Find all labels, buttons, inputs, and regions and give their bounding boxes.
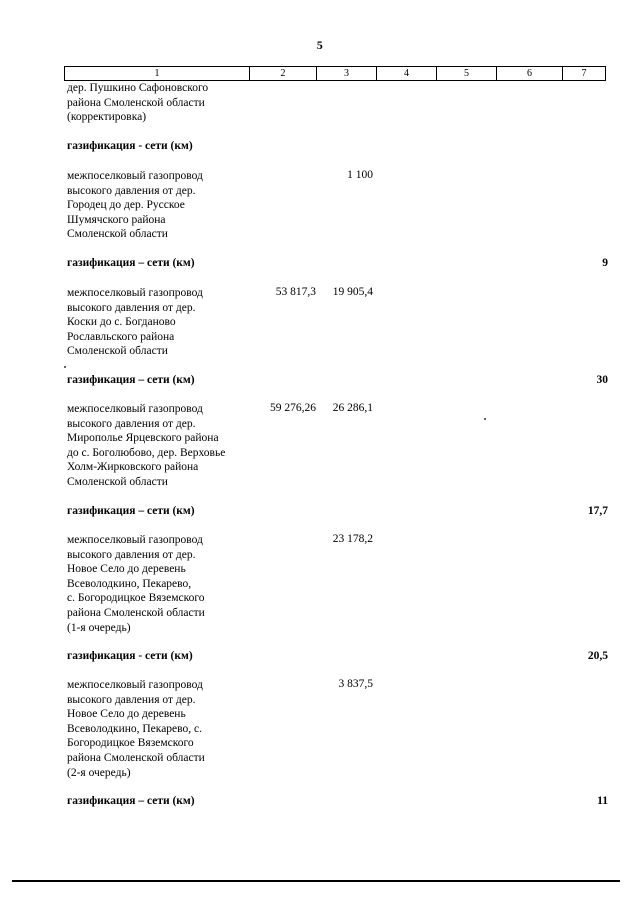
scan-speck [484,418,486,420]
column-header-7: 7 [581,68,587,79]
section-heading: газификация – сети (км) [67,505,195,517]
bottom-rule [12,880,620,882]
section-heading: газификация – сети (км) [67,257,195,269]
length-value: 20,5 [587,650,608,662]
cost-value-col2: 53 817,3 [275,286,316,298]
cost-value-col3: 3 837,5 [338,678,373,690]
length-value: 9 [602,257,608,269]
object-description: межпоселковый газопровод высокого давления от дер. Новое Село до деревень Всеволодкино, Пекарево, с. Богородицкое Вяземского района Смоленской области (1-я очередь) [67,534,205,634]
column-header-row [64,66,606,81]
section-heading: газификация – сети (км) [67,374,195,386]
column-header-6: 6 [497,67,563,80]
column-header-3: 3 [317,67,377,80]
cost-value-col3: 23 178,2 [332,533,373,545]
column-header-5: 5 [437,67,497,80]
object-description: межпоселковый газопровод высокого давления от дер. Городец до дер. Русское Шумячского района Смоленской области [67,170,203,241]
object-description: межпоселковый газопровод высокого давления от дер. Новое Село до деревень Всеволодкино, Пекарево, с. Богородицкое Вяземского района Смоленской области (2-я очередь) [67,679,205,779]
length-value: 30 [596,374,608,386]
object-description: межпоселковый газопровод высокого давления от дер. Коски до с. Богданово Рославльского района Смоленской области [67,287,203,358]
section-heading: газификация - сети (км) [67,140,193,152]
column-header-4: 4 [377,67,437,80]
object-description: межпоселковый газопровод высокого давления от дер. Мирополье Ярцевского района до с. Боголюбово, дер. Верховье Холм-Жирковского района Смоленской области [67,403,226,488]
scan-speck [64,366,66,368]
cost-value-col3: 26 286,1 [332,402,373,414]
column-header-2: 2 [250,67,317,80]
section-heading: газификация - сети (км) [67,650,193,662]
page-number: 5 [316,38,324,52]
length-value: 11 [597,795,608,807]
length-value: 17,7 [587,505,608,517]
section-heading: газификация – сети (км) [67,795,195,807]
cost-value-col3: 19 905,4 [332,286,373,298]
cost-value-col3: 1 100 [347,169,373,181]
object-description: дер. Пушкино Сафоновского района Смоленской области (корректировка) [67,82,209,124]
column-header-1: 1 [65,67,250,80]
cost-value-col2: 59 276,26 [270,402,316,414]
